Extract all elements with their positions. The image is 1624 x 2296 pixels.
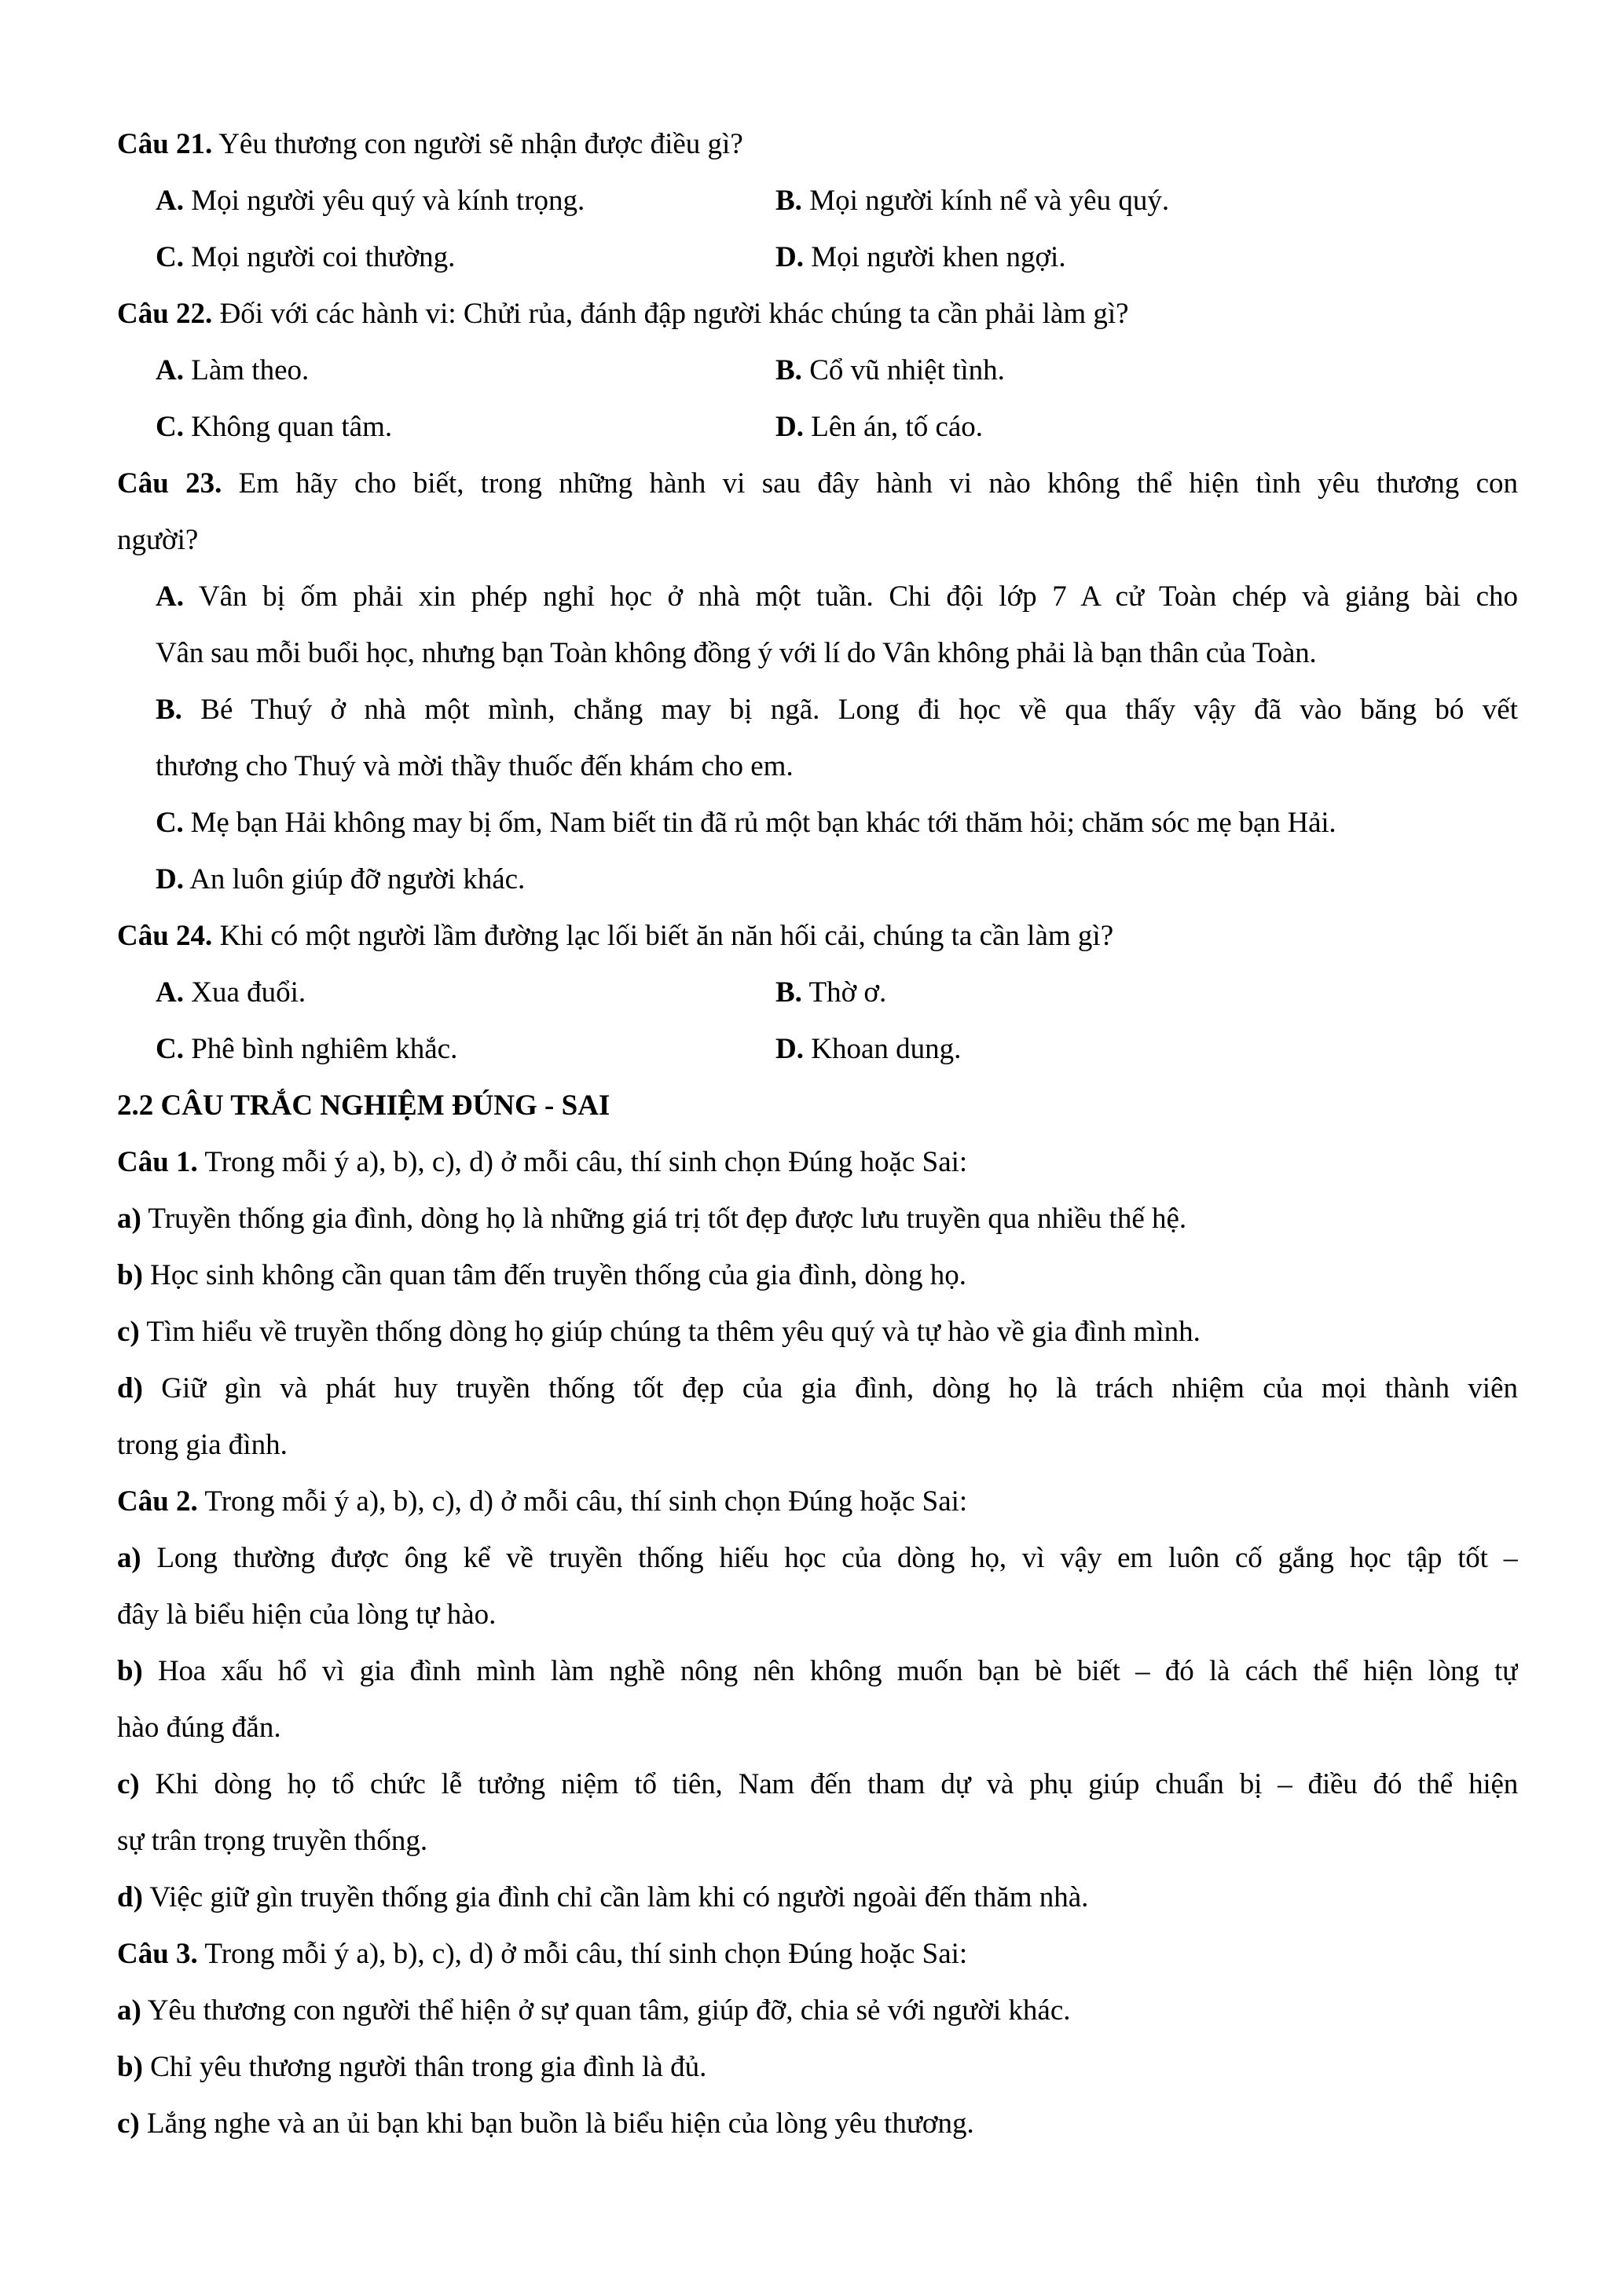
statement-b: b) Học sinh không cần quan tâm đến truyền thống của gia đình, dòng họ.	[117, 1259, 967, 1291]
option-d: D. Khoan dung.	[775, 1033, 962, 1065]
question-text-continued: người?	[117, 524, 199, 556]
question-22	[117, 286, 1518, 342]
option-a: A. Xua đuổi.	[156, 976, 306, 1009]
question-number: Câu 3.	[117, 1938, 198, 1970]
statement-b-continued: hào đúng đắn.	[117, 1712, 281, 1744]
question-text: Đối với các hành vi: Chửi rủa, đánh đập người khác chúng ta cần phải làm gì?	[212, 298, 1129, 330]
option-c: C. Không quan tâm.	[156, 411, 393, 443]
options-row	[117, 1021, 1518, 1078]
options-row	[117, 342, 1518, 399]
tf-question-3	[117, 1926, 1518, 1983]
statement-c: c) Tìm hiểu về truyền thống dòng họ giúp chúng ta thêm yêu quý và tự hào về gia đình mình.	[117, 1316, 1201, 1348]
question-number: Câu 24.	[117, 920, 213, 952]
statement-a: a) Long thường được ông kể về truyền thống hiếu học của dòng họ, vì vậy em luôn cố gắng học tập tốt –	[117, 1542, 1518, 1574]
options-row	[117, 173, 1518, 229]
statement-b: b) Hoa xấu hổ vì gia đình mình làm nghề nông nên không muốn bạn bè biết – đó là cách thể hiện lòng tự	[117, 1655, 1518, 1687]
option-c: C. Mẹ bạn Hải không may bị ốm, Nam biết tin đã rủ một bạn khác tới thăm hỏi; chăm sóc mẹ bạn Hải.	[156, 807, 1336, 839]
question-text: Trong mỗi ý a), b), c), d) ở mỗi câu, thí sinh chọn Đúng hoặc Sai:	[197, 1146, 968, 1178]
statement-d: d) Việc giữ gìn truyền thống gia đình chỉ cần làm khi có người ngoài đến thăm nhà.	[117, 1881, 1089, 1913]
options-row	[117, 965, 1518, 1021]
question-text: Yêu thương con người sẽ nhận được điều gì?	[212, 128, 743, 160]
options-row	[117, 229, 1518, 286]
question-number: Câu 23.	[117, 467, 222, 500]
question-number: Câu 2.	[117, 1485, 198, 1518]
option-a-continued: Vân sau mỗi buổi học, nhưng bạn Toàn không đồng ý với lí do Vân không phải là bạn thân của Toàn.	[156, 637, 1317, 669]
option-a: A. Vân bị ốm phải xin phép nghỉ học ở nhà một tuần. Chi đội lớp 7 A cử Toàn chép và giảng bài cho	[156, 580, 1518, 613]
option-b: B. Bé Thuý ở nhà một mình, chẳng may bị ngã. Long đi học về qua thấy vậy đã vào băng bó vết	[156, 694, 1518, 726]
statement-c: c) Lắng nghe và an ủi bạn khi bạn buồn là biểu hiện của lòng yêu thương.	[117, 2107, 974, 2140]
option-d: D. Lên án, tố cáo.	[775, 411, 984, 443]
tf-question-2	[117, 1474, 1518, 1530]
tf-question-1	[117, 1134, 1518, 1191]
statement-d-continued: trong gia đình.	[117, 1429, 288, 1461]
question-text: Em hãy cho biết, trong những hành vi sau đây hành vi nào không thể hiện tình yêu thương con	[222, 467, 1518, 500]
statement-a: a) Truyền thống gia đình, dòng họ là những giá trị tốt đẹp được lưu truyền qua nhiều thế hệ.	[117, 1203, 1187, 1235]
statement-c-continued: sự trân trọng truyền thống.	[117, 1825, 428, 1857]
question-23	[117, 456, 1518, 512]
option-b: B. Cổ vũ nhiệt tình.	[775, 354, 1005, 386]
option-d: D. An luôn giúp đỡ người khác.	[156, 863, 526, 895]
options-row	[117, 399, 1518, 456]
question-24	[117, 908, 1518, 965]
question-number: Câu 22.	[117, 298, 213, 330]
question-text: Trong mỗi ý a), b), c), d) ở mỗi câu, thí sinh chọn Đúng hoặc Sai:	[197, 1938, 968, 1970]
option-b: B. Thờ ơ.	[775, 976, 887, 1009]
option-c: C. Phê bình nghiêm khắc.	[156, 1033, 458, 1065]
option-b-continued: thương cho Thuý và mời thầy thuốc đến khám cho em.	[156, 750, 794, 782]
option-c: C. Mọi người coi thường.	[156, 241, 456, 273]
option-a: A. Làm theo.	[156, 354, 310, 386]
question-number: Câu 21.	[117, 128, 213, 160]
question-text: Trong mỗi ý a), b), c), d) ở mỗi câu, thí sinh chọn Đúng hoặc Sai:	[197, 1485, 968, 1518]
question-number: Câu 1.	[117, 1146, 198, 1178]
statement-a: a) Yêu thương con người thể hiện ở sự quan tâm, giúp đỡ, chia sẻ với người khác.	[117, 1994, 1071, 2027]
question-21	[117, 116, 1518, 173]
option-a: A. Mọi người yêu quý và kính trọng.	[156, 185, 585, 217]
statement-c: c) Khi dòng họ tổ chức lễ tưởng niệm tổ tiên, Nam đến tham dự và phụ giúp chuẩn bị – điều đó thể hiện	[117, 1768, 1518, 1800]
question-text: Khi có một người lầm đường lạc lối biết ăn năn hối cải, chúng ta cần làm gì?	[212, 920, 1114, 952]
statement-d: d) Giữ gìn và phát huy truyền thống tốt đẹp của gia đình, dòng họ là trách nhiệm của mọi thành viên	[117, 1372, 1518, 1404]
statement-b: b) Chỉ yêu thương người thân trong gia đình là đủ.	[117, 2051, 707, 2083]
option-d: D. Mọi người khen ngợi.	[775, 241, 1066, 273]
statement-a-continued: đây là biểu hiện của lòng tự hào.	[117, 1598, 497, 1631]
section-heading: 2.2 CÂU TRẮC NGHIỆM ĐÚNG - SAI	[117, 1089, 610, 1122]
option-b: B. Mọi người kính nể và yêu quý.	[775, 185, 1170, 217]
